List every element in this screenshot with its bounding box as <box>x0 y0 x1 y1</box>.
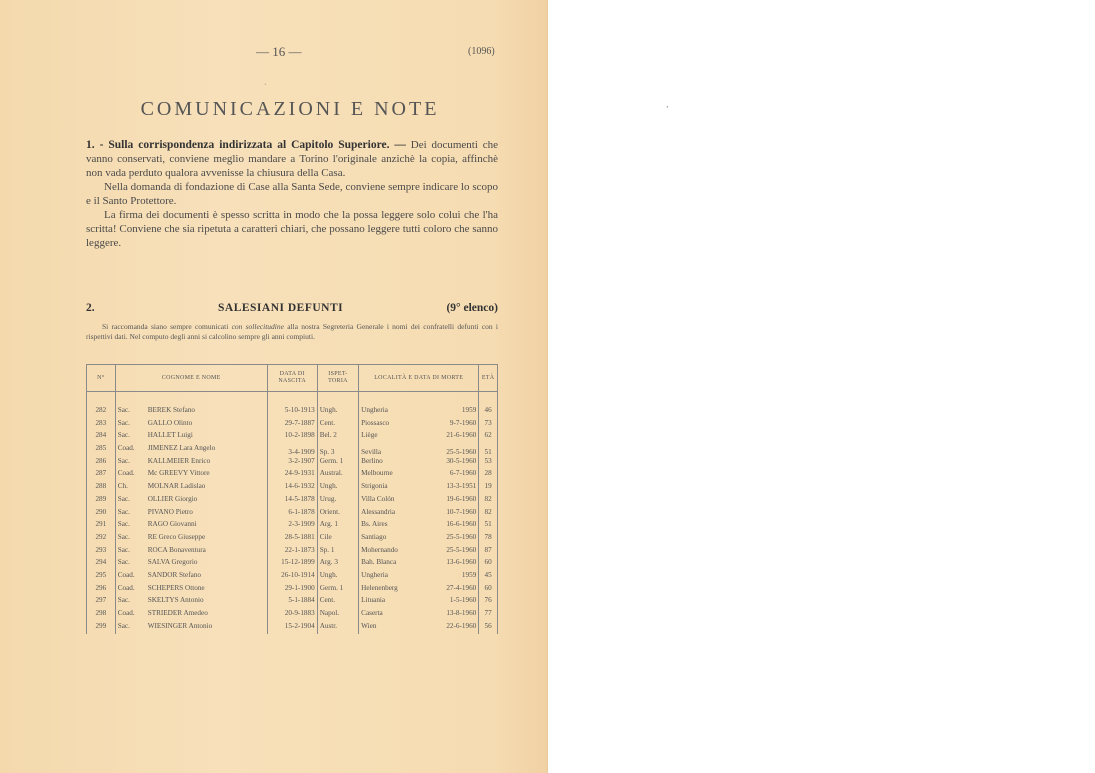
row-birth-date: 20-9-1883 <box>267 609 317 622</box>
row-death-place: Melbourne <box>359 469 428 482</box>
section1-heading: 1. - Sulla corrispondenza indirizzata al Capitolo Superiore. — <box>86 139 406 151</box>
row-age: 51 <box>479 444 498 457</box>
row-death-date: 22-6-1960 <box>427 622 479 635</box>
row-death-date: 6-7-1960 <box>427 469 479 482</box>
row-full-name: ROCA Bonaventura <box>147 545 206 554</box>
row-number: 290 <box>87 508 116 521</box>
row-age: 73 <box>479 419 498 432</box>
row-number: 287 <box>87 469 116 482</box>
table-row <box>87 469 498 482</box>
row-age: 78 <box>479 533 498 546</box>
row-death-place: Mohernando <box>359 546 428 559</box>
row-name <box>115 546 267 559</box>
row-death-date: 1959 <box>427 406 479 419</box>
row-death-place: Villa Colón <box>359 495 428 508</box>
page-header <box>0 44 548 64</box>
row-age: 53 <box>479 457 498 470</box>
row-full-name: KALLMEIER Enrico <box>147 456 211 465</box>
row-title: Sac. <box>117 558 130 567</box>
row-province: Ungh. <box>317 406 358 419</box>
row-name <box>115 596 267 609</box>
table-row <box>87 482 498 495</box>
row-province: Urug. <box>317 495 358 508</box>
row-full-name: GALLO Olinto <box>147 418 193 427</box>
row-name <box>115 622 267 635</box>
row-death-date: 13-3-1951 <box>427 482 479 495</box>
row-name <box>115 609 267 622</box>
row-age: 28 <box>479 469 498 482</box>
row-province: Arg. 1 <box>317 520 358 533</box>
section2-intro-b: alla nostra Segreteria Generale i nomi dei confratelli defunti con i rispettivi dati. Nel computo degli anni si calcolino sempre gli anni compiuti. <box>86 322 498 341</box>
table-row <box>87 419 498 432</box>
row-full-name: MOLNAR Ladislao <box>147 482 206 491</box>
section2-list-note: (9° elenco) <box>446 302 498 314</box>
section2-intro <box>86 322 498 341</box>
row-birth-date: 3-4-1909 <box>267 444 317 457</box>
col-header-death: LOCALITÀ E DATA DI MORTE <box>359 365 479 392</box>
row-birth-date: 6-1-1878 <box>267 508 317 521</box>
row-name <box>115 482 267 495</box>
table-header-row <box>87 365 498 392</box>
row-title: Coad. <box>117 570 135 579</box>
row-number: 291 <box>87 520 116 533</box>
row-province: Austral. <box>317 469 358 482</box>
row-death-place: Piossasco <box>359 419 428 432</box>
col-header-province: ISPET-TORIA <box>317 365 358 392</box>
row-title: Sac. <box>117 621 130 630</box>
row-birth-date: 14-6-1932 <box>267 482 317 495</box>
row-province: Germ. 1 <box>317 584 358 597</box>
row-name <box>115 520 267 533</box>
row-birth-date: 29-7-1887 <box>267 419 317 432</box>
row-death-place: Helenenberg <box>359 584 428 597</box>
row-death-place: Bs. Aires <box>359 520 428 533</box>
row-province: Cent. <box>317 419 358 432</box>
deceased-table <box>86 364 498 634</box>
row-name <box>115 533 267 546</box>
row-number: 288 <box>87 482 116 495</box>
col-header-number: N° <box>87 365 116 392</box>
table-row <box>87 558 498 571</box>
row-death-place: Liège <box>359 431 428 444</box>
row-death-place: Ungheria <box>359 571 428 584</box>
row-title: Sac. <box>117 596 130 605</box>
row-province: Sp. 1 <box>317 546 358 559</box>
row-name <box>115 431 267 444</box>
row-death-date: 13-6-1960 <box>427 558 479 571</box>
row-death-place: Santiago <box>359 533 428 546</box>
row-death-date: 19-6-1960 <box>427 495 479 508</box>
col-header-name: COGNOME E NOME <box>115 365 267 392</box>
row-death-place: Sevilla <box>359 444 428 457</box>
table-row <box>87 431 498 444</box>
table-row <box>87 406 498 419</box>
row-province: Napol. <box>317 609 358 622</box>
row-full-name: Mc GREEVY Vittore <box>147 469 210 478</box>
row-name <box>115 495 267 508</box>
print-speck: ˎ <box>264 76 267 85</box>
row-number: 298 <box>87 609 116 622</box>
row-number: 295 <box>87 571 116 584</box>
table-row <box>87 609 498 622</box>
row-title: Sac. <box>117 431 130 440</box>
row-province: Austr. <box>317 622 358 635</box>
row-full-name: JIMENEZ Lara Angelo <box>147 444 216 453</box>
row-province: Cent. <box>317 596 358 609</box>
row-title: Sac. <box>117 456 130 465</box>
col-header-birth: DATA DI NASCITA <box>267 365 317 392</box>
row-number: 282 <box>87 406 116 419</box>
row-full-name: SANDOR Stefano <box>147 570 202 579</box>
row-death-place: Wien <box>359 622 428 635</box>
section2-intro-emphasis: con sollecitudine <box>231 322 284 331</box>
section1-paragraph-1: Dei documenti che vanno conservati, conviene meglio mandare a Torino l'originale anzichè la copia, affinchè non vada perduto qualora avvenisse la chiusura della Casa. <box>86 139 499 179</box>
row-birth-date: 5-10-1913 <box>267 406 317 419</box>
row-number: 284 <box>87 431 116 444</box>
section1-paragraph-2: Nella domanda di fondazione di Case alla Santa Sede, conviene sempre indicare lo scopo e il Santo Protettore. <box>86 181 498 207</box>
table-row <box>87 508 498 521</box>
section2-number: 2. <box>86 302 95 314</box>
table-row <box>87 520 498 533</box>
row-number: 285 <box>87 444 116 457</box>
row-province: Bel. 2 <box>317 431 358 444</box>
section1-paragraph-3: La firma dei documenti è spesso scritta in modo che la possa leggere solo colui che l'ha scritta! Conviene che sia ripetuta a caratteri chiari, che possano leggere tutti coloro che sanno leggere. <box>86 209 498 249</box>
row-title: Sac. <box>117 532 130 541</box>
row-birth-date: 29-1-1900 <box>267 584 317 597</box>
row-birth-date: 10-2-1898 <box>267 431 317 444</box>
row-death-date: 27-4-1960 <box>427 584 479 597</box>
section2-title: SALESIANI DEFUNTI <box>218 302 344 314</box>
row-age: 62 <box>479 431 498 444</box>
row-death-place: Berlino <box>359 457 428 470</box>
section1-heading-paragraph <box>86 138 498 180</box>
row-age: 76 <box>479 596 498 609</box>
row-death-place: Ungheria <box>359 406 428 419</box>
table-row <box>87 622 498 635</box>
row-name <box>115 444 267 457</box>
row-title: Sac. <box>117 520 130 529</box>
row-number: 297 <box>87 596 116 609</box>
row-full-name: BEREK Stefano <box>147 406 196 414</box>
row-death-place: Strigonia <box>359 482 428 495</box>
row-birth-date: 3-2-1907 <box>267 457 317 470</box>
row-number: 294 <box>87 558 116 571</box>
row-name <box>115 584 267 597</box>
row-death-date: 30-5-1960 <box>427 457 479 470</box>
row-province: Cile <box>317 533 358 546</box>
row-name <box>115 419 267 432</box>
row-age: 46 <box>479 406 498 419</box>
row-age: 45 <box>479 571 498 584</box>
row-title: Sac. <box>117 507 130 516</box>
row-name <box>115 571 267 584</box>
section2-heading <box>86 302 498 318</box>
row-full-name: RE Greco Giuseppe <box>147 532 206 541</box>
row-full-name: SALVA Gregorio <box>147 558 198 567</box>
row-death-date: 16-6-1960 <box>427 520 479 533</box>
row-death-date: 10-7-1960 <box>427 508 479 521</box>
page-speck: ‚ <box>666 100 669 109</box>
row-age: 82 <box>479 495 498 508</box>
row-number: 286 <box>87 457 116 470</box>
row-name <box>115 508 267 521</box>
row-birth-date: 5-1-1884 <box>267 596 317 609</box>
row-full-name: PIVANO Pietro <box>147 507 193 516</box>
row-death-date: 21-6-1960 <box>427 431 479 444</box>
row-title: Coad. <box>117 469 135 478</box>
row-birth-date: 14-5-1878 <box>267 495 317 508</box>
row-full-name: SCHEPERS Ottone <box>147 583 205 592</box>
section-corrispondenza <box>86 138 498 250</box>
row-age: 51 <box>479 520 498 533</box>
table-row <box>87 495 498 508</box>
row-birth-date: 24-9-1931 <box>267 469 317 482</box>
row-birth-date: 28-5-1881 <box>267 533 317 546</box>
row-birth-date: 22-1-1873 <box>267 546 317 559</box>
row-title: Sac. <box>117 494 130 503</box>
row-name <box>115 457 267 470</box>
row-birth-date: 26-10-1914 <box>267 571 317 584</box>
row-full-name: STRIEDER Amedeo <box>147 609 208 617</box>
page-title: COMUNICAZIONI E NOTE <box>140 98 440 120</box>
row-birth-date: 2-3-1909 <box>267 520 317 533</box>
row-number: 293 <box>87 546 116 559</box>
row-title: Coad. <box>117 444 135 453</box>
row-death-date: 25-5-1960 <box>427 533 479 546</box>
row-title: Ch. <box>117 482 128 491</box>
row-death-date: 13-8-1960 <box>427 609 479 622</box>
row-full-name: OLLIER Giorgio <box>147 494 198 503</box>
row-full-name: SKELTYS Antonio <box>147 596 204 605</box>
row-number: 289 <box>87 495 116 508</box>
row-age: 56 <box>479 622 498 635</box>
row-title: Sac. <box>117 418 130 427</box>
row-death-date: 9-7-1960 <box>427 419 479 432</box>
table-spacer-row <box>87 392 498 407</box>
table-body <box>87 392 498 635</box>
table-row <box>87 444 498 457</box>
row-title: Coad. <box>117 609 135 617</box>
row-province: Ungh. <box>317 571 358 584</box>
row-province: Germ. 1 <box>317 457 358 470</box>
row-number: 299 <box>87 622 116 635</box>
row-name <box>115 469 267 482</box>
row-full-name: WIESINGER Antonio <box>147 621 213 630</box>
row-number: 292 <box>87 533 116 546</box>
row-death-date: 1-5-1960 <box>427 596 479 609</box>
row-province: Sp. 3 <box>317 444 358 457</box>
row-death-place: Caserta <box>359 609 428 622</box>
row-name <box>115 406 267 419</box>
row-title: Sac. <box>117 406 130 414</box>
col-header-age: ETÀ <box>479 365 498 392</box>
row-death-date: 25-5-1960 <box>427 444 479 457</box>
row-number: 296 <box>87 584 116 597</box>
row-birth-date: 15-2-1904 <box>267 622 317 635</box>
table-row <box>87 546 498 559</box>
row-death-place: Bah. Blanca <box>359 558 428 571</box>
row-age: 87 <box>479 546 498 559</box>
row-province: Orient. <box>317 508 358 521</box>
row-title: Coad. <box>117 583 135 592</box>
page-number: — 16 — <box>256 44 302 59</box>
row-province: Arg. 3 <box>317 558 358 571</box>
table-row <box>87 571 498 584</box>
row-birth-date: 15-12-1899 <box>267 558 317 571</box>
row-name <box>115 558 267 571</box>
row-province: Ungh. <box>317 482 358 495</box>
table-row <box>87 533 498 546</box>
row-full-name: RAGO Giovanni <box>147 520 197 529</box>
row-age: 60 <box>479 558 498 571</box>
row-death-place: Alessandria <box>359 508 428 521</box>
row-age: 82 <box>479 508 498 521</box>
row-full-name: HALLET Luigi <box>147 431 193 440</box>
page-reference: (1096) <box>468 46 495 57</box>
row-death-date: 1959 <box>427 571 479 584</box>
table-row <box>87 457 498 470</box>
row-death-place: Lituania <box>359 596 428 609</box>
row-title: Sac. <box>117 545 130 554</box>
table-row <box>87 584 498 597</box>
row-age: 60 <box>479 584 498 597</box>
row-age: 19 <box>479 482 498 495</box>
row-death-date: 25-5-1960 <box>427 546 479 559</box>
row-number: 283 <box>87 419 116 432</box>
section2-intro-a: Si raccomanda siano sempre comunicati <box>102 322 232 331</box>
table-row <box>87 596 498 609</box>
row-age: 77 <box>479 609 498 622</box>
